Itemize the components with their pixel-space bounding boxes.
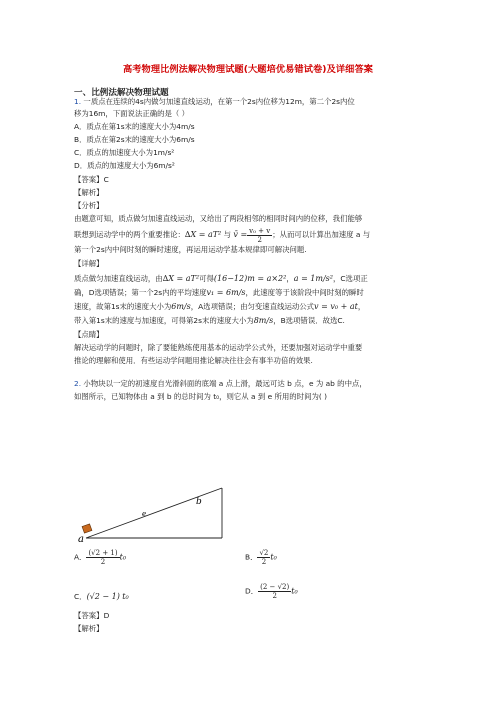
q1-stem-line1 [74,97,355,107]
q2-stem-text1: 小物块以一定的初速度自光滑斜面的底端 a 点上滑，最远可达 b 点，e 为 ab 的中点， [83,379,367,388]
q1-option-a: A．质点在第1s末的速度大小为4m/s [74,122,195,131]
incline-figure [74,480,234,542]
q2-stem-line2: 如图所示，已知物体由 a 到 b 的总时间为 t₀，则它从 a 到 e 所用的时间为( ) [74,392,327,401]
incline-slope [86,488,222,538]
q1-comment-line1: 解决运动学的问题时，除了要能熟练使用基本的运动学公式外，还要加强对运动学中重要 [74,343,363,352]
numerator: √2 [259,549,269,557]
point-b-label: b [196,497,202,507]
formula-delta-x: ∆X = aT² [184,230,222,239]
formula: 6m/s [171,302,191,311]
q1-analysis-line1: 由题意可知，质点做匀加速直线运动，又给出了两段相邻的相同时间内的位移，我们能够 [74,214,363,223]
numerator: (2 − √2) [260,583,290,591]
t0: t₀ [119,552,127,562]
numerator: v₀ + v [249,226,271,235]
q1-option-b: B．质点在第2s末的速度大小为6m/s [74,135,195,144]
t0: t₀ [270,552,277,562]
t0: t₀ [122,592,129,601]
q2-option-b [245,549,277,566]
fraction [86,549,119,566]
q1-option-c: C．质点的加速度大小为1m/s² [74,148,175,157]
text: 质点做匀加速直线运动，由 [74,274,163,283]
q1-analysis-line2 [74,226,370,244]
text: ；从而可以计算出加速度 a 与 [272,230,371,239]
q1-stem-text1: 一质点在连续的4s内做匀加速直线运动，在第一个2s内位移为12m，第二个2s内位 [83,97,355,106]
q1-detail-line1: 质点做匀加速直线运动，由∆X = aT²可得(16−12)m = a×2²，a = 1m/s²，C选项正 [74,274,368,283]
q2-jiexi-tag: 【解析】 [74,624,104,633]
option-label: C． [74,592,87,601]
q1-analysis-line3: 第一个2s内中间时刻的瞬时速度，再运用运动学基本规律即可解决问题. [74,245,307,254]
formula: a = 1m/s² [293,274,333,283]
formula: (16−12)m = a×2² [213,274,287,283]
formula: v₁ = 6m/s [206,288,246,297]
denominator: 2 [272,592,277,600]
text: ，B选项错误．故选C. [273,316,345,325]
text: 可得 [199,274,214,283]
numerator: (√2 + 1) [88,549,118,557]
denominator: 2 [257,235,262,244]
q2-option-d [245,583,298,600]
q1-comment-line2: 推论的理解和使用．有些运动学问题用推论解决往往会有事半功倍的效果. [74,356,313,365]
text: ，C选项正 [333,274,368,283]
point-a-label: a [78,534,84,542]
fraction [258,583,291,600]
block-icon [82,524,92,533]
q1-detail-line4 [74,315,345,327]
q1-jiexi-tag: 【解析】 [74,188,104,197]
q2-answer: 【答案】D [74,611,110,620]
q1-number: 1. [74,97,82,106]
q1-xiangjie-tag: 【详解】 [74,259,104,268]
fraction [257,549,270,566]
formula: 8m/s [253,316,274,325]
text: 速度，故第1s末的速度大小为 [74,302,172,311]
q1-option-d: D．质点的加速度大小为6m/s² [74,161,175,170]
fraction [247,227,272,244]
t0: t₀ [291,586,298,596]
text: 联想到运动学中的两个重要推论： [74,230,185,239]
q1-fenxi-tag: 【分析】 [74,201,104,210]
text: 带入第1s末的速度与加速度，可得第2s末的速度大小为 [74,316,254,325]
point-e-label: e [142,510,147,518]
formula: (√2 − 1) [86,592,120,601]
q1-detail-line2 [74,287,364,299]
q2-option-c [74,591,129,602]
q2-number: 2. [74,379,82,388]
text: ，A选项错误；由匀变速直线运动公式 [190,302,315,311]
section-heading: 一、比例法解决物理试题 [74,88,169,98]
q1-dianjing-tag: 【点睛】 [74,330,104,339]
text: 确，D选项错误；第一个2s内的平均速度 [74,288,207,297]
option-label: A． [74,552,87,562]
option-label: D． [245,586,259,596]
option-label: B． [245,552,258,562]
q2-option-a [74,549,126,566]
q1-stem-line2: 移为16m，下面说法正确的是（ ） [74,109,190,118]
text: 与 [223,230,232,239]
formula: v = v₀ + at [314,302,358,311]
text: ，此速度等于该阶段中间时刻的瞬时 [245,288,364,297]
denominator: 2 [100,558,106,566]
formula: ∆X = aT² [162,274,200,283]
q1-answer: 【答案】C [74,175,109,184]
q1-detail-line3: 速度，故第1s末的速度大小为6m/s，A选项错误；由匀变速直线运动公式v = v₀ + at， [74,302,366,311]
doc-title: 高考物理比例法解决物理试题(大题培优易错试卷)及详细答案 [122,64,374,75]
denominator: 2 [261,558,267,566]
q2-stem-line1 [74,379,367,389]
formula-vbar: v̄ = [233,230,248,239]
